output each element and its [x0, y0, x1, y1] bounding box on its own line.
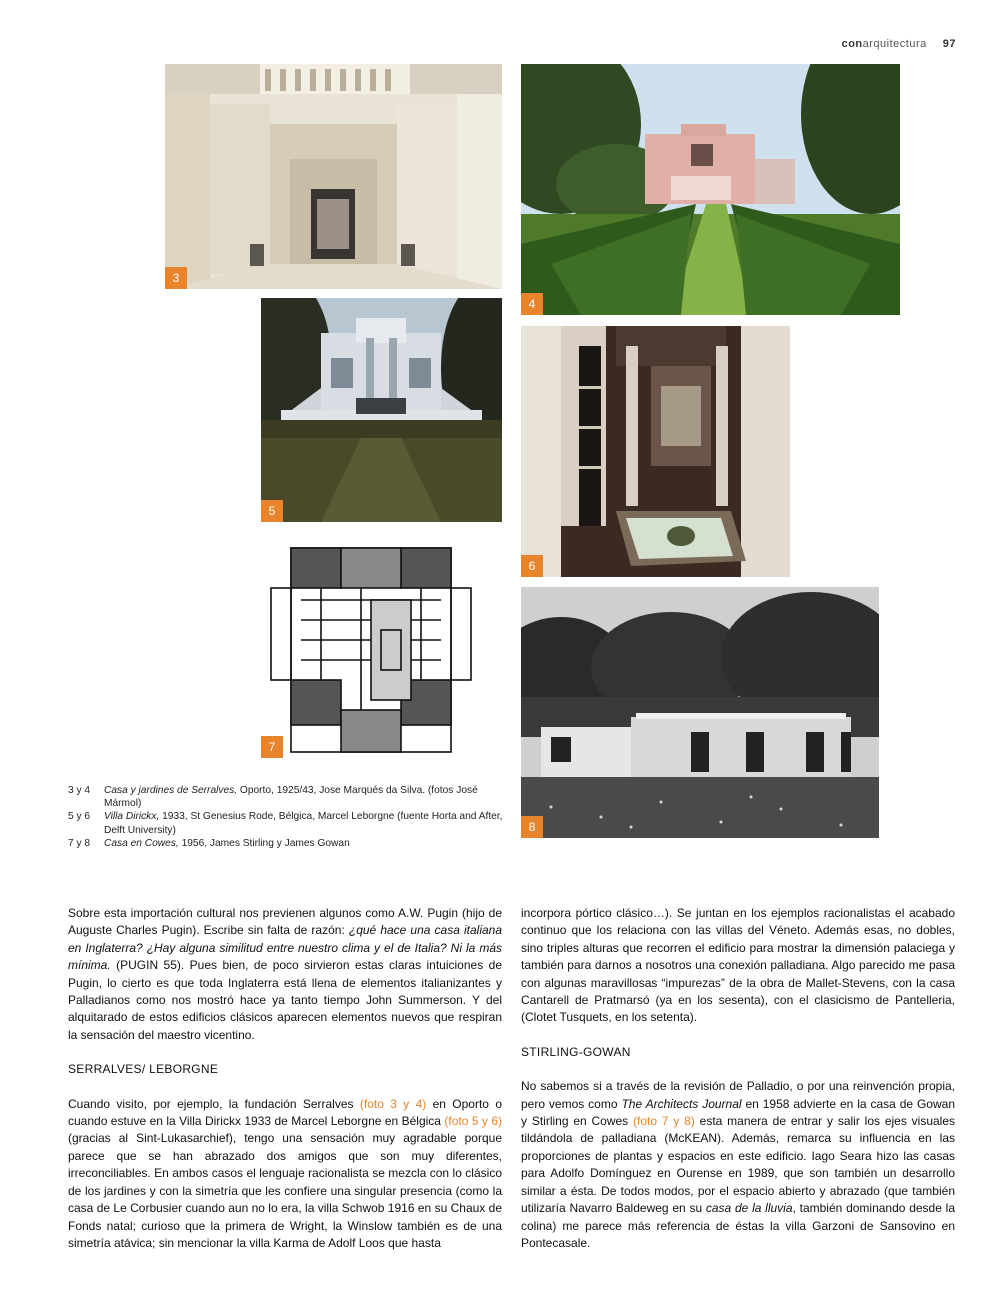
- text-run: esta manera de entrar y salir los ejes visuales tildándola de palladiana (McKEAN). Además, remarca su influencia en las proporciones de plantas y espacios en este edificio. Iago Seara hizo las casas para Adolfo Domínguez en Ourense en 1989, que son también un desarrollo similar a ésta. De todos modos, por el espacio abierto y abrazado (que también utilizaría Navarro Baldeweg en su: [521, 1114, 956, 1216]
- section-heading-serralves: SERRALVES/ LEBORGNE: [68, 1062, 219, 1077]
- body-column-left: [68, 905, 502, 1252]
- text-run: No sabemos si a través de la revisión de Palladio, o por una reinvención propia, pero vemos como: [521, 1079, 955, 1111]
- caption-text: [104, 837, 508, 850]
- figure-captions: [68, 784, 508, 850]
- floor-plan-drawing: [261, 540, 481, 758]
- garden-villa-photo: [521, 64, 900, 315]
- figure-number-badge: 4: [521, 293, 543, 315]
- caption-row: [68, 837, 508, 850]
- page-number: 97: [942, 38, 956, 50]
- paragraph-pugin: [68, 905, 502, 1044]
- photo-8: [521, 587, 879, 838]
- magazine-brand-name: arquitectura: [862, 38, 927, 50]
- page-header: [842, 38, 956, 50]
- caption-title: Casa en Cowes,: [104, 837, 179, 849]
- caption-detail: Oporto, 1925/43, Jose Marqués da Silva. (fotos José Mármol): [104, 785, 478, 810]
- body-column-right: [521, 905, 955, 1252]
- photo-reference: (foto 7 y 8): [633, 1114, 695, 1129]
- figure-number-badge: 3: [165, 267, 187, 289]
- caption-row: [68, 810, 508, 836]
- text-run: Cuando visito, por ejemplo, la fundación Serralves: [68, 1096, 360, 1111]
- caption-id: 3 y 4: [68, 785, 91, 796]
- photo-4: [521, 64, 900, 315]
- triple-height-interior-photo: [521, 326, 790, 577]
- text-run: en Oporto o cuando estuve en la Villa Dirickx 1933 de Marcel Leborgne en Bélgica: [68, 1096, 502, 1129]
- photo-7: [261, 540, 481, 758]
- caption-row: [68, 784, 508, 810]
- figure-number-badge: 7: [261, 736, 283, 758]
- quote-italic: ¿qué hace una casa italiana en Inglaterra? ¿Hay alguna similitud entre nuestro clima y el de Italia? Ni la más mínima.: [68, 923, 503, 973]
- villa-facade-photo: [261, 298, 502, 522]
- interior-hall-photo: [165, 64, 502, 289]
- text-run: Sobre esta importación cultural nos previenen algunos como A.W. Pugin (hijo de Auguste Charles Pugin). Escribe sin falta de razón:: [68, 906, 502, 938]
- paragraph-serralves: [68, 1096, 502, 1253]
- caption-id: 5 y 6: [68, 811, 91, 823]
- figure-number-badge: 6: [521, 555, 543, 577]
- work-title: casa de la lluvia: [705, 1201, 793, 1216]
- photo-6: [521, 326, 790, 577]
- paragraph-stirling-gowan: [521, 1078, 955, 1252]
- bw-house-photo: [521, 587, 879, 838]
- magazine-brand-prefix: con: [841, 38, 863, 50]
- caption-text: [104, 810, 508, 836]
- publication-title: The Architects Journal: [621, 1096, 742, 1111]
- section-heading-stirling-gowan: STIRLING-GOWAN: [521, 1044, 631, 1059]
- caption-id: 7 y 8: [68, 837, 91, 849]
- figure-number-badge: 8: [521, 816, 543, 838]
- caption-detail: 1956, James Stirling y James Gowan: [178, 837, 350, 849]
- caption-text: [104, 784, 508, 810]
- text-run: (gracias al Sint-Lukasarchief), tengo una sensación muy agradable porque parece que se han abrazado dos amigos que son muy diferentes, irreconciliables. En ambos casos el lenguaje racionalista se mezcla con lo clásico de los jardines y con la simetría que les confiere una singular presencia (como la casa de Le Corbusier cuando aun no lo era, la villa Schwob 1916 en su Chaux de Fonds natal; curioso que la primera de Wright, la Winslow también es de una simetría atávica; sin mencionar la villa Karma de Adolf Loos que hasta: [68, 1131, 502, 1250]
- caption-title: Villa Dirickx,: [104, 811, 160, 823]
- photo-3: [165, 64, 502, 289]
- paragraph-continued: incorpora pórtico clásico…). Se juntan en los ejemplos racionalistas el acabado continuo que los relaciona con las villas del Véneto. Además esas, no dobles, sino triples alturas que recorren el edificio para mostrar la dimensión palaciega y también para darnos a nosotros una conexión palladiana. Algo parecido me pasa con algunas maravillosas “impurezas” de la obra de Mallet-Stevens, con la casa Cantarell de Pratmarsó (ya en los sesenta), con el clasicismo de Pantelleria, (Clotet Tusquets, en los setenta).: [521, 906, 955, 1025]
- figure-number-badge: 5: [261, 500, 283, 522]
- photo-5: [261, 298, 502, 522]
- text-run: (PUGIN 55). Pues bien, de poco sirvieron estas claras intuiciones de Pugin, lo cierto es que toda Inglaterra está llena de elementos italianizantes y Palladianos como nos mostró hace ya tanto tiempo John Summerson. Y del alquitarado de estos edificios clásicos aparecen elementos nuevos que respiran la sensación del maestro vicentino.: [68, 958, 502, 1042]
- photo-reference: (foto 5 y 6): [444, 1114, 503, 1129]
- photo-reference: (foto 3 y 4): [359, 1096, 427, 1111]
- caption-title: Casa y jardines de Serralves,: [104, 785, 238, 796]
- text-run: , también dominando desde la colina) me parece más referencia de éstas la villa Garzoni de Sansovino en Pontecasale.: [521, 1201, 955, 1250]
- text-run: en 1958 advierte en la casa de Gowan y Stirling en Cowes: [521, 1096, 955, 1129]
- caption-detail: 1933, St Genesius Rode, Bélgica, Marcel Leborgne (fuente Horta and After, Delft University): [104, 811, 503, 836]
